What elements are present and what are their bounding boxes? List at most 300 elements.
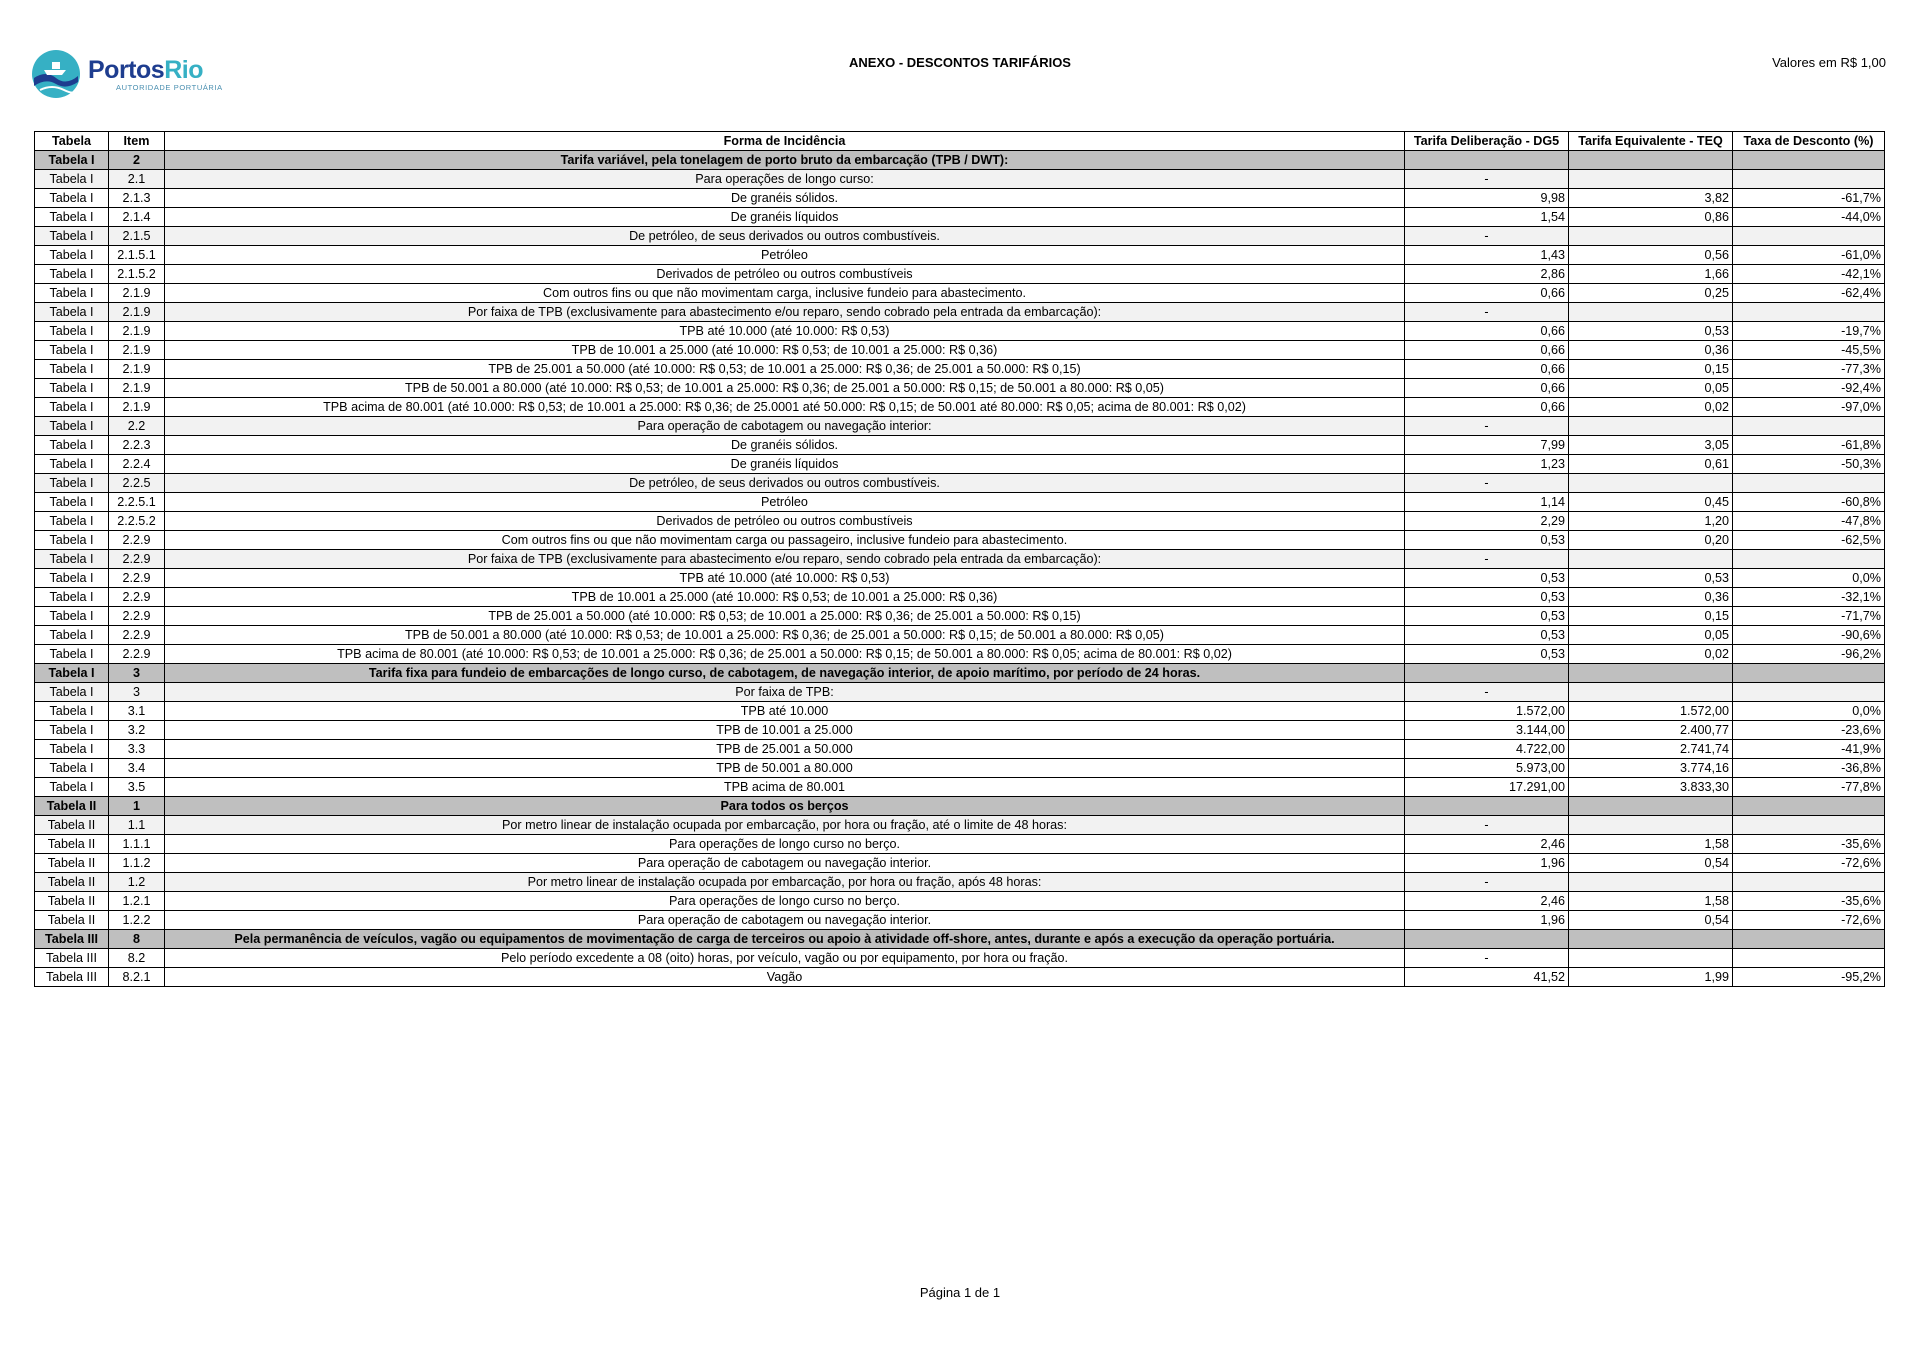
table-row — [35, 702, 1885, 721]
cell-tarifa-dg5: 0,66 — [1405, 360, 1569, 379]
table-row — [35, 303, 1885, 322]
cell-item: 2.1.4 — [109, 208, 165, 227]
cell-taxa-desconto: -77,3% — [1733, 360, 1885, 379]
cell-taxa-desconto — [1733, 550, 1885, 569]
cell-taxa-desconto: -44,0% — [1733, 208, 1885, 227]
cell-forma-incidencia: De petróleo, de seus derivados ou outros combustíveis. — [165, 474, 1405, 493]
table-row — [35, 778, 1885, 797]
cell-tarifa-dg5: 0,53 — [1405, 569, 1569, 588]
table-row — [35, 360, 1885, 379]
cell-forma-incidencia: TPB até 10.000 (até 10.000: R$ 0,53) — [165, 322, 1405, 341]
table-row — [35, 645, 1885, 664]
table-row — [35, 512, 1885, 531]
cell-item: 1 — [109, 797, 165, 816]
cell-tabela: Tabela II — [35, 816, 109, 835]
cell-tarifa-teq: 0,05 — [1569, 379, 1733, 398]
cell-tarifa-dg5: 0,53 — [1405, 607, 1569, 626]
cell-tarifa-teq: 2.400,77 — [1569, 721, 1733, 740]
table-section-row — [35, 930, 1885, 949]
cell-forma-incidencia: TPB de 10.001 a 25.000 (até 10.000: R$ 0,53; de 10.001 a 25.000: R$ 0,36) — [165, 341, 1405, 360]
cell-tabela: Tabela III — [35, 949, 109, 968]
cell-tarifa-teq — [1569, 797, 1733, 816]
table-row — [35, 531, 1885, 550]
table-section-row — [35, 151, 1885, 170]
table-section-row — [35, 664, 1885, 683]
cell-tabela: Tabela I — [35, 702, 109, 721]
cell-item: 2.2.5 — [109, 474, 165, 493]
cell-tarifa-teq — [1569, 664, 1733, 683]
cell-tabela: Tabela I — [35, 398, 109, 417]
cell-item: 2.1.9 — [109, 284, 165, 303]
cell-tabela: Tabela I — [35, 265, 109, 284]
cell-taxa-desconto: -77,8% — [1733, 778, 1885, 797]
cell-tarifa-dg5: - — [1405, 303, 1569, 322]
cell-taxa-desconto: -19,7% — [1733, 322, 1885, 341]
cell-item: 2.1.5.1 — [109, 246, 165, 265]
cell-tarifa-dg5: 9,98 — [1405, 189, 1569, 208]
col-header-item: Item — [109, 132, 165, 151]
cell-tarifa-teq: 0,45 — [1569, 493, 1733, 512]
table-row — [35, 322, 1885, 341]
cell-tabela: Tabela I — [35, 569, 109, 588]
cell-taxa-desconto — [1733, 664, 1885, 683]
table-row — [35, 911, 1885, 930]
cell-taxa-desconto — [1733, 227, 1885, 246]
cell-tarifa-teq: 0,53 — [1569, 569, 1733, 588]
cell-item: 2.2.5.2 — [109, 512, 165, 531]
cell-tabela: Tabela II — [35, 854, 109, 873]
cell-item: 3.4 — [109, 759, 165, 778]
cell-item: 1.1 — [109, 816, 165, 835]
cell-item: 3 — [109, 664, 165, 683]
table-row — [35, 683, 1885, 702]
cell-forma-incidencia: TPB de 25.001 a 50.000 — [165, 740, 1405, 759]
cell-forma-incidencia: TPB até 10.000 — [165, 702, 1405, 721]
cell-tarifa-dg5: 1,96 — [1405, 911, 1569, 930]
cell-tarifa-dg5: 17.291,00 — [1405, 778, 1569, 797]
cell-taxa-desconto — [1733, 170, 1885, 189]
cell-forma-incidencia: Para operações de longo curso: — [165, 170, 1405, 189]
cell-tarifa-teq: 0,15 — [1569, 607, 1733, 626]
table-row — [35, 626, 1885, 645]
cell-taxa-desconto: -35,6% — [1733, 835, 1885, 854]
cell-item: 1.2.1 — [109, 892, 165, 911]
cell-forma-incidencia: Vagão — [165, 968, 1405, 987]
cell-tarifa-dg5: 0,66 — [1405, 284, 1569, 303]
cell-forma-incidencia: Derivados de petróleo ou outros combustíveis — [165, 265, 1405, 284]
cell-tarifa-teq: 3.833,30 — [1569, 778, 1733, 797]
cell-item: 2.2.9 — [109, 645, 165, 664]
cell-tarifa-dg5: - — [1405, 816, 1569, 835]
cell-item: 1.1.2 — [109, 854, 165, 873]
cell-item: 3.2 — [109, 721, 165, 740]
cell-tarifa-dg5: - — [1405, 873, 1569, 892]
cell-taxa-desconto: 0,0% — [1733, 702, 1885, 721]
cell-taxa-desconto: -72,6% — [1733, 854, 1885, 873]
cell-tarifa-dg5 — [1405, 664, 1569, 683]
cell-forma-incidencia: De granéis líquidos — [165, 455, 1405, 474]
cell-forma-incidencia: Derivados de petróleo ou outros combustíveis — [165, 512, 1405, 531]
cell-tarifa-teq — [1569, 417, 1733, 436]
cell-forma-incidencia: Por faixa de TPB: — [165, 683, 1405, 702]
cell-tarifa-teq — [1569, 151, 1733, 170]
cell-forma-incidencia: TPB de 10.001 a 25.000 (até 10.000: R$ 0,53; de 10.001 a 25.000: R$ 0,36) — [165, 588, 1405, 607]
cell-forma-incidencia: Pelo período excedente a 08 (oito) horas, por veículo, vagão ou por equipamento, por hora ou fração. — [165, 949, 1405, 968]
cell-forma-incidencia: Por metro linear de instalação ocupada por embarcação, por hora ou fração, após 48 horas: — [165, 873, 1405, 892]
col-header-forma-incidencia: Forma de Incidência — [165, 132, 1405, 151]
tariff-discount-table — [34, 131, 1885, 987]
cell-tarifa-dg5 — [1405, 797, 1569, 816]
cell-item: 2.2.9 — [109, 626, 165, 645]
cell-tabela: Tabela I — [35, 303, 109, 322]
cell-tabela: Tabela I — [35, 360, 109, 379]
units-note: Valores em R$ 1,00 — [1772, 55, 1886, 70]
cell-tarifa-teq: 0,53 — [1569, 322, 1733, 341]
cell-item: 2.2.3 — [109, 436, 165, 455]
cell-forma-incidencia: De granéis líquidos — [165, 208, 1405, 227]
cell-forma-incidencia: Petróleo — [165, 493, 1405, 512]
cell-item: 2.2.9 — [109, 569, 165, 588]
logo-name-portos: Portos — [88, 55, 165, 84]
cell-tabela: Tabela I — [35, 436, 109, 455]
cell-tabela: Tabela I — [35, 664, 109, 683]
cell-tarifa-dg5: 2,86 — [1405, 265, 1569, 284]
col-header-taxa-desconto: Taxa de Desconto (%) — [1733, 132, 1885, 151]
cell-tarifa-teq — [1569, 683, 1733, 702]
cell-forma-incidencia: TPB de 50.001 a 80.000 (até 10.000: R$ 0,53; de 10.001 a 25.000: R$ 0,36; de 25.001 a 50.000: R$ 0,15; de 50.001 a 80.000: R$ 0,05) — [165, 379, 1405, 398]
table-row — [35, 474, 1885, 493]
cell-tarifa-teq: 0,02 — [1569, 645, 1733, 664]
cell-taxa-desconto: -36,8% — [1733, 759, 1885, 778]
cell-taxa-desconto: -61,8% — [1733, 436, 1885, 455]
cell-taxa-desconto: -71,7% — [1733, 607, 1885, 626]
cell-taxa-desconto: -62,4% — [1733, 284, 1885, 303]
cell-tarifa-teq: 1,99 — [1569, 968, 1733, 987]
cell-tarifa-teq — [1569, 930, 1733, 949]
table-row — [35, 398, 1885, 417]
cell-tabela: Tabela I — [35, 550, 109, 569]
cell-tarifa-dg5: 41,52 — [1405, 968, 1569, 987]
cell-forma-incidencia: Para operação de cabotagem ou navegação interior: — [165, 417, 1405, 436]
cell-tabela: Tabela II — [35, 911, 109, 930]
cell-item: 2.1.9 — [109, 322, 165, 341]
cell-item: 8.2 — [109, 949, 165, 968]
cell-tarifa-teq — [1569, 170, 1733, 189]
table-body — [35, 151, 1885, 987]
cell-tabela: Tabela II — [35, 797, 109, 816]
cell-forma-incidencia: Para operações de longo curso no berço. — [165, 892, 1405, 911]
cell-item: 8 — [109, 930, 165, 949]
cell-tarifa-teq: 1,58 — [1569, 892, 1733, 911]
cell-item: 2.1.9 — [109, 360, 165, 379]
cell-taxa-desconto: -61,0% — [1733, 246, 1885, 265]
cell-item: 2.2.9 — [109, 607, 165, 626]
cell-item: 2.2.9 — [109, 588, 165, 607]
cell-forma-incidencia: Para todos os berços — [165, 797, 1405, 816]
cell-forma-incidencia: De petróleo, de seus derivados ou outros combustíveis. — [165, 227, 1405, 246]
cell-forma-incidencia: Para operação de cabotagem ou navegação interior. — [165, 854, 1405, 873]
cell-tarifa-dg5: 7,99 — [1405, 436, 1569, 455]
cell-tarifa-teq: 3,05 — [1569, 436, 1733, 455]
cell-item: 2 — [109, 151, 165, 170]
cell-tarifa-dg5: 1,43 — [1405, 246, 1569, 265]
cell-tarifa-dg5: 0,53 — [1405, 531, 1569, 550]
cell-forma-incidencia: TPB acima de 80.001 (até 10.000: R$ 0,53; de 10.001 a 25.000: R$ 0,36; de 25.001 a 50.000: R$ 0,15; de 50.001 a 80.000: R$ 0,05; acima de 80.001: R$ 0,02) — [165, 645, 1405, 664]
cell-tarifa-teq: 0,15 — [1569, 360, 1733, 379]
cell-tabela: Tabela I — [35, 778, 109, 797]
cell-tarifa-dg5: - — [1405, 550, 1569, 569]
cell-forma-incidencia: TPB acima de 80.001 (até 10.000: R$ 0,53; de 10.001 a 25.000: R$ 0,36; de 25.0001 até 50.000: R$ 0,15; de 50.001 até 80.000: R$ 0,05; acima de 80.001: R$ 0,02) — [165, 398, 1405, 417]
cell-tabela: Tabela I — [35, 683, 109, 702]
cell-tarifa-dg5: 1,23 — [1405, 455, 1569, 474]
table-row — [35, 892, 1885, 911]
cell-taxa-desconto — [1733, 303, 1885, 322]
cell-tarifa-dg5: 1,54 — [1405, 208, 1569, 227]
cell-taxa-desconto: 0,0% — [1733, 569, 1885, 588]
cell-taxa-desconto: -95,2% — [1733, 968, 1885, 987]
table-row — [35, 949, 1885, 968]
cell-tabela: Tabela I — [35, 607, 109, 626]
cell-taxa-desconto: -50,3% — [1733, 455, 1885, 474]
cell-tarifa-teq: 0,02 — [1569, 398, 1733, 417]
cell-item: 2.2.5.1 — [109, 493, 165, 512]
cell-tabela: Tabela I — [35, 455, 109, 474]
cell-tarifa-dg5: - — [1405, 683, 1569, 702]
cell-tarifa-dg5: 2,46 — [1405, 892, 1569, 911]
table-section-row — [35, 797, 1885, 816]
cell-item: 2.1.9 — [109, 341, 165, 360]
cell-taxa-desconto: -23,6% — [1733, 721, 1885, 740]
cell-tarifa-teq: 2.741,74 — [1569, 740, 1733, 759]
cell-taxa-desconto — [1733, 930, 1885, 949]
cell-taxa-desconto: -72,6% — [1733, 911, 1885, 930]
cell-taxa-desconto: -45,5% — [1733, 341, 1885, 360]
cell-taxa-desconto: -41,9% — [1733, 740, 1885, 759]
cell-tarifa-teq: 1,66 — [1569, 265, 1733, 284]
cell-tabela: Tabela I — [35, 322, 109, 341]
cell-tarifa-teq — [1569, 550, 1733, 569]
cell-tarifa-dg5: 1,96 — [1405, 854, 1569, 873]
cell-tarifa-teq: 0,36 — [1569, 588, 1733, 607]
table-row — [35, 740, 1885, 759]
cell-tabela: Tabela I — [35, 189, 109, 208]
cell-forma-incidencia: Por faixa de TPB (exclusivamente para abastecimento e/ou reparo, sendo cobrado pela entrada da embarcação): — [165, 550, 1405, 569]
cell-tarifa-dg5: 0,66 — [1405, 341, 1569, 360]
cell-tabela: Tabela II — [35, 873, 109, 892]
cell-forma-incidencia: De granéis sólidos. — [165, 189, 1405, 208]
cell-item: 2.1.9 — [109, 398, 165, 417]
cell-tabela: Tabela I — [35, 341, 109, 360]
cell-taxa-desconto — [1733, 797, 1885, 816]
cell-forma-incidencia: TPB de 50.001 a 80.000 — [165, 759, 1405, 778]
table-row — [35, 588, 1885, 607]
cell-forma-incidencia: Para operação de cabotagem ou navegação interior. — [165, 911, 1405, 930]
cell-tarifa-dg5: 0,53 — [1405, 645, 1569, 664]
table-row — [35, 873, 1885, 892]
cell-tarifa-teq: 1,20 — [1569, 512, 1733, 531]
cell-forma-incidencia: TPB de 10.001 a 25.000 — [165, 721, 1405, 740]
cell-taxa-desconto: -90,6% — [1733, 626, 1885, 645]
cell-tabela: Tabela I — [35, 151, 109, 170]
cell-tarifa-dg5: 4.722,00 — [1405, 740, 1569, 759]
cell-taxa-desconto — [1733, 151, 1885, 170]
cell-forma-incidencia: TPB de 50.001 a 80.000 (até 10.000: R$ 0,53; de 10.001 a 25.000: R$ 0,36; de 25.001 a 50.000: R$ 0,15; de 50.001 a 80.000: R$ 0,05) — [165, 626, 1405, 645]
cell-taxa-desconto — [1733, 683, 1885, 702]
cell-tarifa-dg5 — [1405, 151, 1569, 170]
table-row — [35, 341, 1885, 360]
cell-tarifa-dg5: 0,53 — [1405, 588, 1569, 607]
cell-taxa-desconto: -97,0% — [1733, 398, 1885, 417]
cell-tarifa-dg5 — [1405, 930, 1569, 949]
cell-tarifa-dg5: - — [1405, 417, 1569, 436]
cell-item: 8.2.1 — [109, 968, 165, 987]
cell-tabela: Tabela I — [35, 740, 109, 759]
cell-forma-incidencia: Com outros fins ou que não movimentam carga, inclusive fundeio para abastecimento. — [165, 284, 1405, 303]
cell-tarifa-teq — [1569, 949, 1733, 968]
cell-tabela: Tabela II — [35, 892, 109, 911]
cell-tarifa-dg5: 2,29 — [1405, 512, 1569, 531]
cell-tarifa-teq — [1569, 227, 1733, 246]
cell-tarifa-teq: 0,25 — [1569, 284, 1733, 303]
cell-taxa-desconto: -32,1% — [1733, 588, 1885, 607]
cell-tarifa-teq: 0,54 — [1569, 854, 1733, 873]
cell-taxa-desconto — [1733, 949, 1885, 968]
table-row — [35, 816, 1885, 835]
cell-tarifa-teq: 1,58 — [1569, 835, 1733, 854]
table-row — [35, 265, 1885, 284]
cell-tarifa-dg5: 0,66 — [1405, 398, 1569, 417]
table-row — [35, 854, 1885, 873]
cell-item: 2.1.9 — [109, 379, 165, 398]
cell-item: 2.2.9 — [109, 550, 165, 569]
cell-item: 2.2 — [109, 417, 165, 436]
cell-tarifa-teq: 0,54 — [1569, 911, 1733, 930]
cell-tarifa-dg5: - — [1405, 170, 1569, 189]
table-row — [35, 493, 1885, 512]
cell-taxa-desconto: -92,4% — [1733, 379, 1885, 398]
table-row — [35, 284, 1885, 303]
cell-tarifa-teq — [1569, 474, 1733, 493]
cell-forma-incidencia: De granéis sólidos. — [165, 436, 1405, 455]
col-header-tabela: Tabela — [35, 132, 109, 151]
page-number: Página 1 de 1 — [919, 1285, 1001, 1300]
cell-item: 2.1.5.2 — [109, 265, 165, 284]
cell-tarifa-teq: 0,86 — [1569, 208, 1733, 227]
table-header-row — [35, 132, 1885, 151]
table-row — [35, 379, 1885, 398]
cell-item: 3 — [109, 683, 165, 702]
cell-tarifa-dg5: 3.144,00 — [1405, 721, 1569, 740]
cell-item: 2.2.9 — [109, 531, 165, 550]
cell-item: 1.2.2 — [109, 911, 165, 930]
col-header-tarifa-dg5: Tarifa Deliberação - DG5 — [1405, 132, 1569, 151]
cell-tabela: Tabela I — [35, 512, 109, 531]
cell-tabela: Tabela I — [35, 246, 109, 265]
col-header-tarifa-teq: Tarifa Equivalente - TEQ — [1569, 132, 1733, 151]
table-row — [35, 607, 1885, 626]
cell-tarifa-teq: 0,05 — [1569, 626, 1733, 645]
cell-forma-incidencia: Para operações de longo curso no berço. — [165, 835, 1405, 854]
cell-item: 2.1.5 — [109, 227, 165, 246]
table-row — [35, 189, 1885, 208]
cell-tarifa-dg5: 0,66 — [1405, 322, 1569, 341]
table-row — [35, 170, 1885, 189]
table-row — [35, 417, 1885, 436]
cell-taxa-desconto — [1733, 816, 1885, 835]
cell-item: 3.3 — [109, 740, 165, 759]
cell-item: 2.1 — [109, 170, 165, 189]
cell-forma-incidencia: TPB acima de 80.001 — [165, 778, 1405, 797]
cell-tarifa-teq: 3.774,16 — [1569, 759, 1733, 778]
cell-forma-incidencia: Por metro linear de instalação ocupada por embarcação, por hora ou fração, até o limite de 48 horas: — [165, 816, 1405, 835]
cell-tarifa-dg5: - — [1405, 227, 1569, 246]
cell-forma-incidencia: TPB de 25.001 a 50.000 (até 10.000: R$ 0,53; de 10.001 a 25.000: R$ 0,36; de 25.001 a 50.000: R$ 0,15) — [165, 360, 1405, 379]
cell-taxa-desconto: -47,8% — [1733, 512, 1885, 531]
cell-tarifa-teq — [1569, 303, 1733, 322]
cell-tabela: Tabela I — [35, 588, 109, 607]
cell-taxa-desconto: -61,7% — [1733, 189, 1885, 208]
cell-tarifa-dg5: 0,66 — [1405, 379, 1569, 398]
cell-item: 3.1 — [109, 702, 165, 721]
cell-forma-incidencia: Petróleo — [165, 246, 1405, 265]
cell-forma-incidencia: Pela permanência de veículos, vagão ou equipamentos de movimentação de carga de terceiros ou apoio à atividade off-shore, antes, durante e após a execução da operação portuária. — [165, 930, 1405, 949]
cell-taxa-desconto: -42,1% — [1733, 265, 1885, 284]
cell-tarifa-dg5: 0,53 — [1405, 626, 1569, 645]
table-row — [35, 227, 1885, 246]
cell-item: 2.1.3 — [109, 189, 165, 208]
cell-tarifa-dg5: - — [1405, 474, 1569, 493]
cell-tarifa-dg5: 2,46 — [1405, 835, 1569, 854]
table-row — [35, 759, 1885, 778]
cell-tarifa-teq — [1569, 816, 1733, 835]
cell-tabela: Tabela I — [35, 493, 109, 512]
cell-tabela: Tabela I — [35, 759, 109, 778]
cell-taxa-desconto: -96,2% — [1733, 645, 1885, 664]
table-row — [35, 721, 1885, 740]
cell-item: 3.5 — [109, 778, 165, 797]
cell-tarifa-teq: 0,36 — [1569, 341, 1733, 360]
cell-tabela: Tabela III — [35, 930, 109, 949]
cell-forma-incidencia: TPB de 25.001 a 50.000 (até 10.000: R$ 0,53; de 10.001 a 25.000: R$ 0,36; de 25.001 a 50.000: R$ 0,15) — [165, 607, 1405, 626]
cell-forma-incidencia: Tarifa fixa para fundeio de embarcações de longo curso, de cabotagem, de navegação interior, de apoio marítimo, por período de 24 horas. — [165, 664, 1405, 683]
cell-tarifa-dg5: 1.572,00 — [1405, 702, 1569, 721]
cell-forma-incidencia: TPB até 10.000 (até 10.000: R$ 0,53) — [165, 569, 1405, 588]
cell-tarifa-teq: 1.572,00 — [1569, 702, 1733, 721]
cell-tabela: Tabela I — [35, 531, 109, 550]
cell-tabela: Tabela I — [35, 721, 109, 740]
cell-forma-incidencia: Tarifa variável, pela tonelagem de porto bruto da embarcação (TPB / DWT): — [165, 151, 1405, 170]
document-title: ANEXO - DESCONTOS TARIFÁRIOS — [849, 55, 1071, 70]
cell-item: 2.2.4 — [109, 455, 165, 474]
logo-subtitle: AUTORIDADE PORTUÁRIA — [116, 82, 223, 92]
cell-taxa-desconto — [1733, 873, 1885, 892]
cell-forma-incidencia: Por faixa de TPB (exclusivamente para abastecimento e/ou reparo, sendo cobrado pela entrada da embarcação): — [165, 303, 1405, 322]
cell-tabela: Tabela I — [35, 284, 109, 303]
cell-tarifa-dg5: - — [1405, 949, 1569, 968]
table-row — [35, 550, 1885, 569]
cell-forma-incidencia: Com outros fins ou que não movimentam carga ou passageiro, inclusive fundeio para abastecimento. — [165, 531, 1405, 550]
cell-taxa-desconto — [1733, 474, 1885, 493]
cell-tarifa-teq: 0,20 — [1569, 531, 1733, 550]
cell-tabela: Tabela I — [35, 208, 109, 227]
cell-tabela: Tabela I — [35, 227, 109, 246]
cell-tabela: Tabela III — [35, 968, 109, 987]
cell-tabela: Tabela I — [35, 417, 109, 436]
cell-taxa-desconto: -35,6% — [1733, 892, 1885, 911]
logo-name-rio: Rio — [164, 55, 203, 84]
cell-tabela: Tabela I — [35, 626, 109, 645]
table-row — [35, 208, 1885, 227]
